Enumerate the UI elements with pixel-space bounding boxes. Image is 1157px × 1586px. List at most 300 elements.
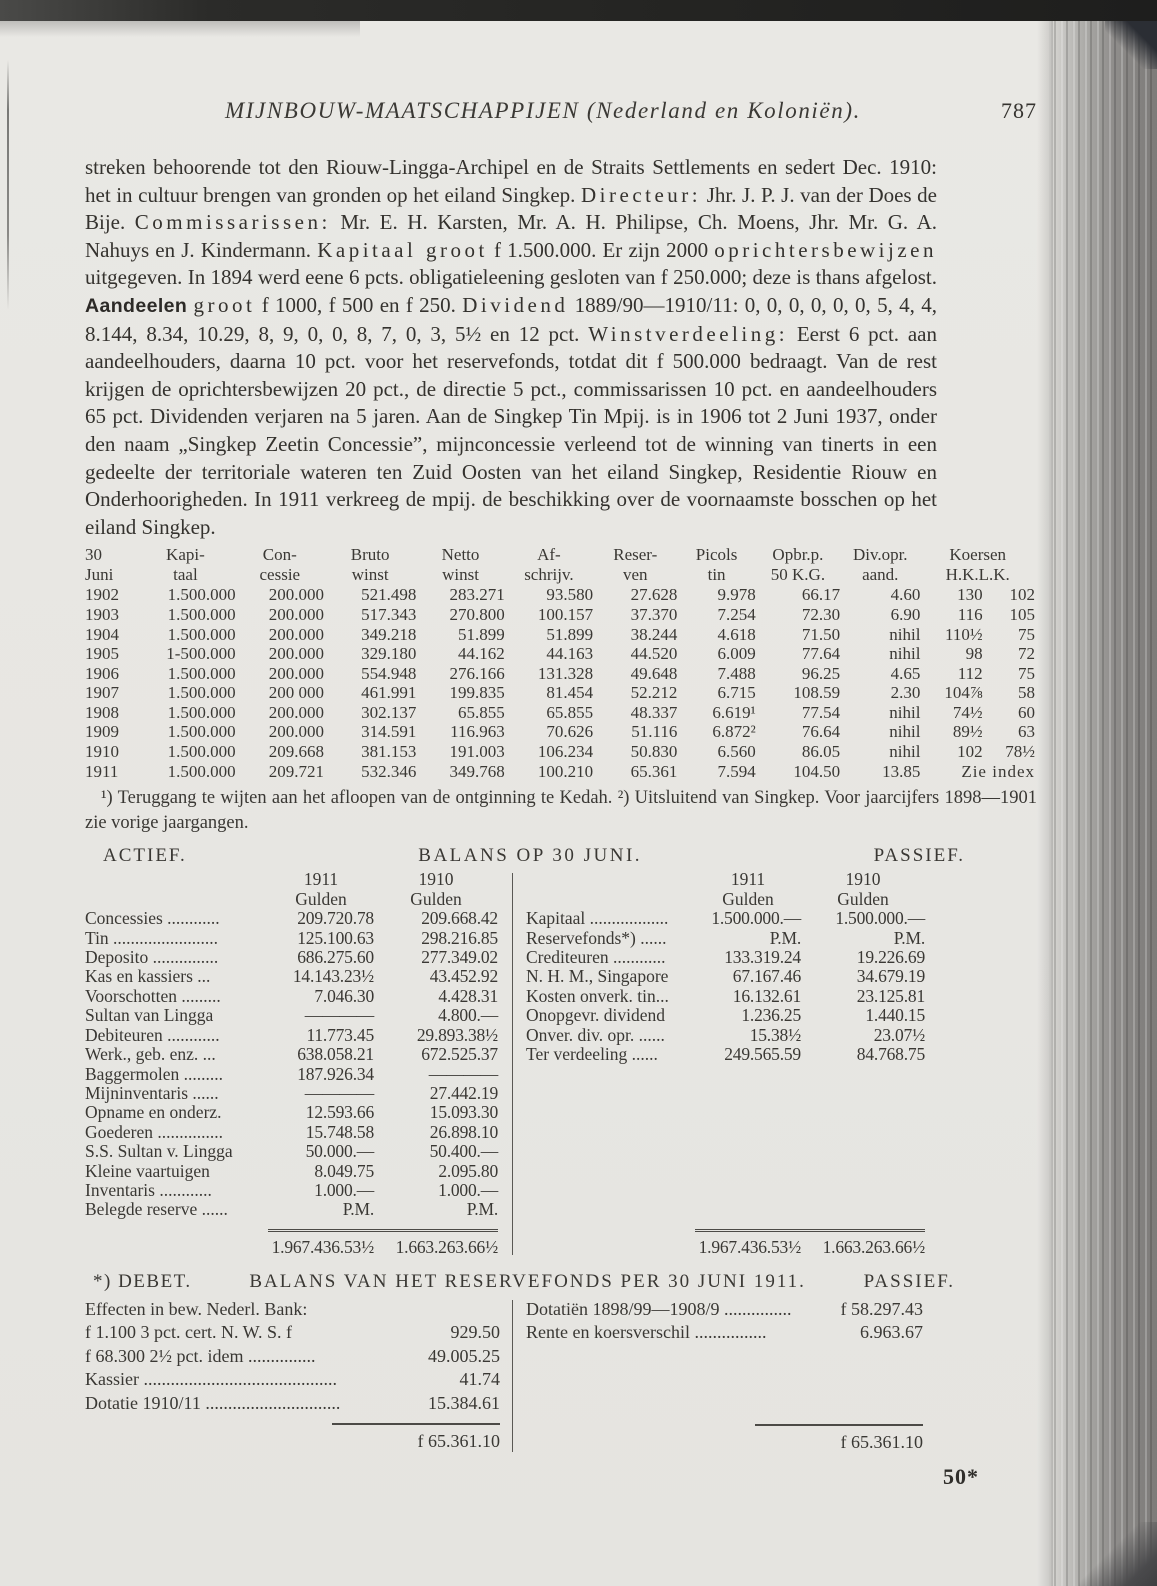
stats-value-cell: 44.162 (457, 644, 505, 664)
reserve-row (85, 1392, 500, 1416)
reserve-row-value (376, 1298, 500, 1322)
balance-row-value-1911: ———— (304, 1005, 374, 1026)
stats-value-cell: 1.500.000 (167, 742, 236, 762)
stats-value-cell: nihil (889, 722, 921, 742)
stats-header-bottom (85, 565, 1035, 585)
balance-row (85, 1006, 498, 1025)
stats-value-cell: 7.594 (717, 761, 756, 781)
stats-year-cell: 1909 (85, 722, 119, 742)
stats-col-header: Kapi- (166, 545, 205, 565)
stats-value-cell: 106.234 (537, 742, 594, 762)
stats-value-cell: 110½ (945, 624, 983, 644)
balance-row-value-1910: 2.095.80 (438, 1160, 498, 1181)
balance-row-value-1910: 19.226.69 (856, 947, 925, 968)
stats-col-header: schrijv. (524, 565, 574, 585)
stats-value-cell: nihil (889, 742, 921, 762)
balance-row-value-1910: 34.679.19 (856, 966, 925, 987)
actief-unit-1911: Gulden (295, 889, 347, 910)
passief-total-1910: 1.663.263.66½ (822, 1236, 925, 1257)
balance-row-label: Opname en onderz. (85, 1103, 222, 1123)
scan-smudge (0, 21, 360, 37)
stats-value-cell: 65.855 (457, 702, 505, 722)
stats-row (85, 605, 1035, 625)
stats-value-cell: 1.500.000 (167, 663, 236, 683)
stats-row (85, 722, 1035, 742)
stats-value-cell: 104⅞ (944, 683, 983, 703)
balance-row-value-1911: 686.275.60 (297, 947, 374, 968)
reserve-row-label: Rente en koersverschil ................ (526, 1322, 767, 1343)
stats-value-cell: 349.218 (361, 624, 417, 644)
stats-value-cell: 302.137 (361, 702, 417, 722)
stats-col-header: Netto (441, 545, 480, 565)
stats-value-cell: 521.498 (361, 585, 417, 605)
balance-row-value-1910: 277.349.02 (421, 947, 498, 968)
balance-row (526, 948, 925, 967)
reserve-row-value: 41.74 (459, 1369, 500, 1390)
stats-value-cell: nihil (889, 702, 921, 722)
stats-col-header: Reser- (613, 545, 658, 565)
balance-row-label: Sultan van Lingga (85, 1006, 214, 1026)
balance-row (85, 967, 498, 986)
stats-col-header: aand. (862, 565, 899, 585)
stats-value-cell: Zie index (961, 761, 1035, 781)
balance-row (85, 1026, 498, 1045)
book-cover-corner-bottom (1079, 1522, 1157, 1586)
stats-value-cell: 130 (957, 585, 983, 605)
stats-col-header: Juni (85, 565, 114, 585)
balance-row (85, 1181, 498, 1200)
paragraph-segment: uitgegeven. In 1894 werd eene 6 pcts. obligatieleening gesloten van f 250.000; deze is thans afgelost. (85, 265, 937, 290)
reserve-title: BALANS VAN HET RESERVEFONDS PER 30 JUNI 1911. (249, 1270, 806, 1292)
balance-row-value-1911: 125.100.63 (297, 927, 374, 948)
actief-year-headers (85, 869, 498, 889)
stats-value-cell: 7.488 (717, 663, 756, 683)
balance-row-value-1910: 23.07½ (873, 1024, 925, 1045)
stats-value-cell: 4.618 (717, 624, 756, 644)
stats-row (85, 703, 1035, 723)
balance-row-label: Kleine vaartuigen (85, 1161, 210, 1181)
balance-row (526, 1006, 925, 1025)
stats-value-cell: 86.05 (801, 742, 841, 762)
balance-row (85, 909, 498, 928)
balance-row (85, 1065, 498, 1084)
stats-value-cell: 102 (957, 742, 983, 762)
reserve-row (526, 1298, 923, 1322)
balance-row-value-1910: 43.452.92 (429, 966, 498, 987)
stats-col-header: Opbr.p. (772, 545, 824, 565)
balance-row-value-1910: P.M. (893, 927, 925, 948)
stats-value-cell: 71.50 (801, 624, 841, 644)
signature-mark: 50* (943, 1463, 979, 1489)
stats-year-cell: 1905 (85, 644, 119, 664)
passief-rows (526, 909, 925, 1064)
stats-value-cell: 27.628 (630, 585, 678, 605)
balance-row-label: N. H. M., Singapore (526, 967, 669, 987)
stats-value-cell: 200.000 (268, 722, 324, 742)
reserve-row-label: Kassier ........................................... (85, 1369, 337, 1390)
stats-value-cell: 49.648 (630, 663, 678, 683)
paragraph-segment: groot (193, 292, 256, 317)
paragraph-segment: Directeur: (581, 182, 702, 207)
stats-value-cell: 108.59 (793, 683, 841, 703)
scan-left-edge-line (7, 60, 9, 310)
paragraph-segment: streken behoorende tot den Riouw-Lingga-Archipel en de Straits Settlements en sedert Dec. 1910: het in cultuur brengen van gronden op het eiland Singkep. (85, 155, 937, 207)
paragraph-segment: Winstverdeeling: (588, 321, 789, 346)
reserve-passief-rows (526, 1298, 923, 1345)
stats-value-cell: 72.30 (801, 604, 841, 624)
actief-year-1911: 1911 (303, 869, 339, 890)
balance-row-value-1911: 133.319.24 (724, 947, 801, 968)
balance-row-value-1910: ———— (428, 1063, 498, 1084)
balance-row-label: Kapitaal .................. (526, 909, 669, 929)
stats-col-header: taal (173, 565, 198, 585)
stats-row (85, 585, 1035, 605)
stats-value-cell: 6.872² (712, 722, 756, 742)
stats-value-cell: 44.520 (630, 644, 678, 664)
balance-row-label: Voorschotten ......... (85, 986, 221, 1006)
stats-row (85, 644, 1035, 664)
stats-col-header: Con- (262, 545, 297, 565)
paragraph-segment: Kapitaal groot (317, 237, 488, 262)
stats-year-cell: 1902 (85, 585, 119, 605)
actief-rows (85, 909, 498, 1220)
balance-row-label: Baggermolen ......... (85, 1064, 224, 1084)
reserve-row (85, 1368, 500, 1392)
reserve-fund-heading (85, 1271, 1043, 1293)
passief-total-row (526, 1229, 925, 1257)
stats-value-cell: 554.948 (361, 663, 417, 683)
book-page-edges (1049, 21, 1157, 1586)
stats-value-cell: 1.500.000 (167, 585, 236, 605)
paragraph-segment: 1889/90—1910/11: 0, 0, 0, 0, 0, 0, 5, 4, 4, 8.144, 8.34, 10.29, 8, 9, 0, 0, 8, 7, 0, 3, 5½ en 12 pct. (85, 292, 937, 346)
stats-value-cell: 13.85 (882, 761, 921, 781)
stats-value-cell: 532.346 (361, 761, 417, 781)
stats-value-cell: 9.978 (717, 585, 756, 605)
stats-col-header: Bruto (350, 545, 390, 565)
stats-col-header: winst (442, 565, 479, 585)
stats-value-cell: 270.800 (449, 604, 505, 624)
running-head (85, 98, 1043, 124)
balance-row-label: Kas en kassiers ... (85, 967, 211, 987)
balance-row-value-1911: 14.143.23½ (292, 966, 374, 987)
page-title: MIJNBOUW-MAATSCHAPPIJEN (Nederland en Koloniën). (225, 98, 861, 123)
stats-value-cell: 38.244 (630, 624, 678, 644)
stats-value-cell: nihil (889, 624, 921, 644)
reserve-passief-total: f 65.361.10 (755, 1424, 923, 1452)
stats-col-header: cessie (259, 565, 301, 585)
balance-row-label: Reservefonds*) ...... (526, 928, 667, 948)
balance-row-value-1911: 11.773.45 (306, 1024, 374, 1045)
balance-row (85, 1045, 498, 1064)
balance-row-label: Concessies ............ (85, 909, 220, 929)
actief-unit-headers (85, 889, 498, 909)
stats-value-cell: 381.153 (361, 742, 417, 762)
reserve-row-value: 15.384.61 (428, 1392, 500, 1413)
stats-value-cell: 200.000 (268, 585, 324, 605)
stats-col-header: Div.opr. (852, 545, 908, 565)
balance-row (85, 1123, 498, 1142)
stats-value-cell: 78½ (1005, 742, 1035, 762)
reserve-passief-column (512, 1298, 1043, 1452)
paragraph-segment: Aandeelen (85, 294, 188, 317)
balance-row-value-1911: P.M. (342, 1199, 374, 1220)
balance-row-value-1911: 209.720.78 (297, 908, 374, 929)
balance-row-label: Goederen ............... (85, 1122, 224, 1142)
passief-total-1911: 1.967.436.53½ (698, 1236, 801, 1257)
balance-passief-column (512, 869, 1043, 1257)
table-footnote: ¹) Teruggang te wijten aan het afloopen van de ontginning te Kedah. ²) Uitsluitend van Singkep. Voor jaarcijfers 1898—1901 zie vorige jaargangen. (85, 788, 1037, 834)
stats-value-cell: 60 (1018, 702, 1035, 722)
paragraph-segment: Dividend (462, 292, 569, 317)
balance-row (526, 1026, 925, 1045)
reserve-debet-total-row (85, 1423, 500, 1451)
balance-sheet (85, 869, 1043, 1257)
stats-col-header: Af- (537, 545, 561, 565)
stats-value-cell: 200.000 (268, 644, 324, 664)
balance-row-value-1910: 15.093.30 (429, 1102, 498, 1123)
stats-row (85, 762, 1035, 782)
actief-total-1911: 1.967.436.53½ (271, 1236, 374, 1257)
stats-value-cell: 6.715 (717, 683, 756, 703)
reserve-passief-spacer (526, 1345, 923, 1416)
reserve-debet-column (85, 1298, 512, 1452)
reserve-fund-balance (85, 1298, 1043, 1452)
stats-value-cell: 1.500.000 (167, 624, 236, 644)
stats-col-header: ven (622, 565, 648, 585)
stats-value-cell: 1-500.000 (166, 644, 236, 664)
balance-row-label: Werk., geb. enz. ... (85, 1045, 216, 1065)
stats-value-cell: 1.500.000 (167, 702, 236, 722)
passief-year-1910: 1910 (845, 869, 881, 890)
actief-total-1910: 1.663.263.66½ (395, 1236, 498, 1257)
reserve-row-label: Dotatiën 1898/99—1908/9 ............... (526, 1298, 792, 1319)
stats-value-cell: 63 (1018, 722, 1035, 742)
reserve-debet-label: *) DEBET. (93, 1270, 192, 1292)
stats-value-cell: 48.337 (630, 702, 678, 722)
passief-label: PASSIEF. (873, 845, 965, 867)
stats-value-cell: 104.50 (793, 761, 841, 781)
stats-value-cell: 6.009 (717, 644, 756, 664)
stats-col-header: Koersen (949, 545, 1007, 565)
stats-row (85, 664, 1035, 684)
stats-value-cell: 1.500.000 (167, 761, 236, 781)
balance-row-value-1911: 67.167.46 (732, 966, 801, 987)
stats-value-cell: 209.721 (268, 761, 324, 781)
balance-row-value-1910: 4.428.31 (438, 985, 498, 1006)
reserve-passief-label: PASSIEF. (863, 1270, 955, 1292)
passief-year-headers (526, 869, 925, 889)
balance-title: BALANS OP 30 JUNI. (418, 845, 643, 867)
balance-row-value-1910: 209.668.42 (421, 908, 498, 929)
stats-value-cell: 200.000 (268, 663, 324, 683)
stats-value-cell: 200.000 (268, 702, 324, 722)
balance-row-value-1911: 1.500.000.— (711, 908, 801, 929)
actief-year-1910: 1910 (418, 869, 454, 890)
stats-col-header: tin (707, 565, 726, 585)
balance-row (526, 987, 925, 1006)
stats-value-cell: 66.17 (801, 585, 841, 605)
actief-total-rule (268, 1229, 498, 1257)
paragraph-segment: Commissarissen: (134, 210, 331, 235)
balance-row-label: Ter verdeeling ...... (526, 1045, 658, 1065)
balance-row (85, 1142, 498, 1161)
stats-year-cell: 1906 (85, 663, 119, 683)
stats-col-header: 30 (85, 545, 102, 565)
stats-year-cell: 1908 (85, 702, 119, 722)
stats-value-cell: 77.64 (801, 644, 841, 664)
balance-row-value-1911: 15.38½ (749, 1024, 801, 1045)
stats-value-cell: 100.210 (537, 761, 594, 781)
stats-year-cell: 1907 (85, 683, 119, 703)
stats-row (85, 625, 1035, 645)
stats-value-cell: 276.166 (449, 663, 505, 683)
stats-value-cell: 52.212 (630, 683, 678, 703)
paragraph-segment: f 1.500.000. Er zijn 2000 (487, 237, 715, 262)
stats-col-header: Picols (695, 545, 738, 565)
stats-value-cell: 349.768 (449, 761, 505, 781)
reserve-row-value: 6.963.67 (860, 1322, 923, 1343)
balance-row-value-1910: 26.898.10 (429, 1121, 498, 1142)
stats-value-cell: 209.668 (268, 742, 324, 762)
passief-total-rule (695, 1229, 925, 1257)
balance-row-label: Debiteuren ............ (85, 1025, 220, 1045)
stats-value-cell: 461.991 (361, 683, 417, 703)
reserve-divider-rule (512, 1300, 513, 1452)
annual-statistics-table (85, 545, 1035, 781)
balance-row-value-1911: 15.748.58 (305, 1121, 374, 1142)
balance-row (526, 909, 925, 928)
stats-value-cell: 50.830 (630, 742, 678, 762)
stats-value-cell: 2.30 (890, 683, 921, 703)
balance-row-value-1910: 27.442.19 (429, 1082, 498, 1103)
balance-row (85, 948, 498, 967)
balance-row-label: Deposito ............... (85, 948, 219, 968)
stats-value-cell: 65.361 (630, 761, 678, 781)
stats-value-cell: 89½ (952, 722, 983, 742)
balance-row-value-1910: 29.893.38½ (416, 1024, 498, 1045)
stats-value-cell: 314.591 (361, 722, 417, 742)
balance-row (526, 929, 925, 948)
passief-unit-headers (526, 889, 925, 909)
stats-value-cell: 75 (1018, 663, 1035, 683)
stats-value-cell: 44.163 (546, 644, 594, 664)
balance-row-label: Tin ........................ (85, 928, 219, 948)
reserve-debet-rows (85, 1298, 500, 1416)
balance-sheet-heading (85, 845, 1043, 867)
reserve-row (85, 1321, 500, 1345)
stats-value-cell: 51.899 (457, 624, 505, 644)
stats-value-cell: 58 (1018, 683, 1035, 703)
balance-row-value-1911: 16.132.61 (732, 985, 801, 1006)
stats-value-cell: 65.855 (546, 702, 594, 722)
balance-row (526, 1045, 925, 1064)
reserve-row-value: 929.50 (450, 1322, 500, 1343)
passief-year-1911: 1911 (730, 869, 766, 890)
stats-value-cell: 329.180 (361, 644, 417, 664)
balance-row-value-1911: 1.236.25 (741, 1005, 801, 1026)
balance-row-value-1911: ———— (304, 1082, 374, 1103)
stats-value-cell: 116.963 (450, 722, 505, 742)
stats-value-cell: 96.25 (801, 663, 841, 683)
reserve-passief-total-row (526, 1424, 923, 1452)
actief-total-row (85, 1229, 498, 1257)
balance-row (85, 929, 498, 948)
stats-value-cell: 72 (1018, 644, 1035, 664)
stats-value-cell: 1.500.000 (167, 722, 236, 742)
balance-row (85, 1084, 498, 1103)
reserve-row-label: Effecten in bew. Nederl. Bank: (85, 1298, 308, 1319)
passief-unit-1911: Gulden (722, 889, 774, 910)
stats-value-cell: 77.54 (801, 702, 841, 722)
balance-row-value-1911: 249.565.59 (724, 1044, 801, 1065)
stats-value-cell: 6.90 (890, 604, 921, 624)
balance-row-value-1911: 8.049.75 (314, 1160, 374, 1181)
balance-row-label: Mijninventaris ...... (85, 1083, 219, 1103)
balance-row-value-1910: 84.768.75 (856, 1044, 925, 1065)
reserve-row (85, 1345, 500, 1369)
stats-row (85, 742, 1035, 762)
stats-value-cell: 116 (957, 604, 983, 624)
stats-value-cell: 200.000 (268, 624, 324, 644)
stats-value-cell: 51.116 (631, 722, 678, 742)
stats-value-cell: 105 (1009, 604, 1035, 624)
stats-value-cell: 199.835 (449, 683, 505, 703)
reserve-row (85, 1298, 500, 1322)
reserve-row-value: 49.005.25 (428, 1345, 500, 1366)
balance-row (85, 1162, 498, 1181)
stats-col-header: 50 K.G. (770, 565, 826, 585)
actief-label: ACTIEF. (103, 845, 187, 867)
stats-value-cell: 112 (957, 663, 983, 683)
stats-value-cell: 100.157 (537, 604, 594, 624)
stats-col-header: H.K.L.K. (945, 565, 1010, 585)
stats-value-cell: 98 (965, 644, 983, 664)
stats-value-cell: 6.619¹ (712, 702, 756, 722)
paragraph-segment: Eerst 6 pct. aan aandeelhouders, daarna 10 pct. voor het reservefonds, totdat dit f 500.000 bedraagt. Van de rest krijgen de oprichtersbewijzen 20 pct., de directie 5 pct., commissarissen 10 pct. en aandeelhouders 65 pct. Dividenden verjaren na 5 jaren. Aan de Singkep Tin Mpij. is in 1906 tot 2 Juni 1937, onder den naam „Singkep Zeetin Concessie”, mijnconcessie verleend tot de winning van tinerts in een gedeelte der territoriale wateren ten Zuid Oosten van het eiland Singkep, Residentie Riouw en Onderhoorigheden. In 1911 verkreeg de mpij. de beschikking over de voornaamste bosschen op het eiland Singkep. (85, 321, 937, 539)
stats-year-cell: 1910 (85, 742, 119, 762)
reserve-row (526, 1321, 923, 1345)
balance-row-label: Kosten onverk. tin... (526, 986, 669, 1006)
balance-row-value-1910: 1.500.000.— (835, 908, 925, 929)
stats-col-header: winst (351, 565, 389, 585)
book-cover-corner-top (1105, 21, 1157, 69)
stats-value-cell: 70.626 (546, 722, 594, 742)
stats-value-cell: 75 (1018, 624, 1035, 644)
balance-row-label: Crediteuren ............ (526, 948, 666, 968)
balance-row-value-1910: 298.216.85 (421, 927, 498, 948)
balance-row-value-1910: 1.440.15 (865, 1005, 925, 1026)
stats-value-cell: 4.60 (890, 585, 921, 605)
balance-row-value-1910: P.M. (466, 1199, 498, 1220)
stats-value-cell: 6.560 (717, 742, 756, 762)
paragraph-segment: oprichtersbewijzen (714, 237, 937, 262)
actief-unit-1910: Gulden (410, 889, 462, 910)
passief-unit-1910: Gulden (837, 889, 889, 910)
balance-row-label: Onver. div. opr. ...... (526, 1025, 665, 1045)
stats-value-cell: 131.328 (537, 663, 594, 683)
stats-value-cell: 102 (1009, 585, 1035, 605)
balance-row-value-1911: P.M. (769, 927, 801, 948)
stats-value-cell: 51.899 (546, 624, 594, 644)
stats-value-cell: 191.003 (449, 742, 505, 762)
balance-row-label: Onopgevr. dividend (526, 1006, 666, 1026)
stats-value-cell: 200 000 (268, 683, 324, 703)
reserve-row-label: f 68.300 2½ pct. idem ............... (85, 1345, 316, 1366)
stats-value-cell: 517.343 (361, 604, 417, 624)
page-content (85, 98, 1043, 1490)
stats-value-cell: 7.254 (717, 604, 756, 624)
stats-value-cell: 1.500.000 (167, 604, 236, 624)
